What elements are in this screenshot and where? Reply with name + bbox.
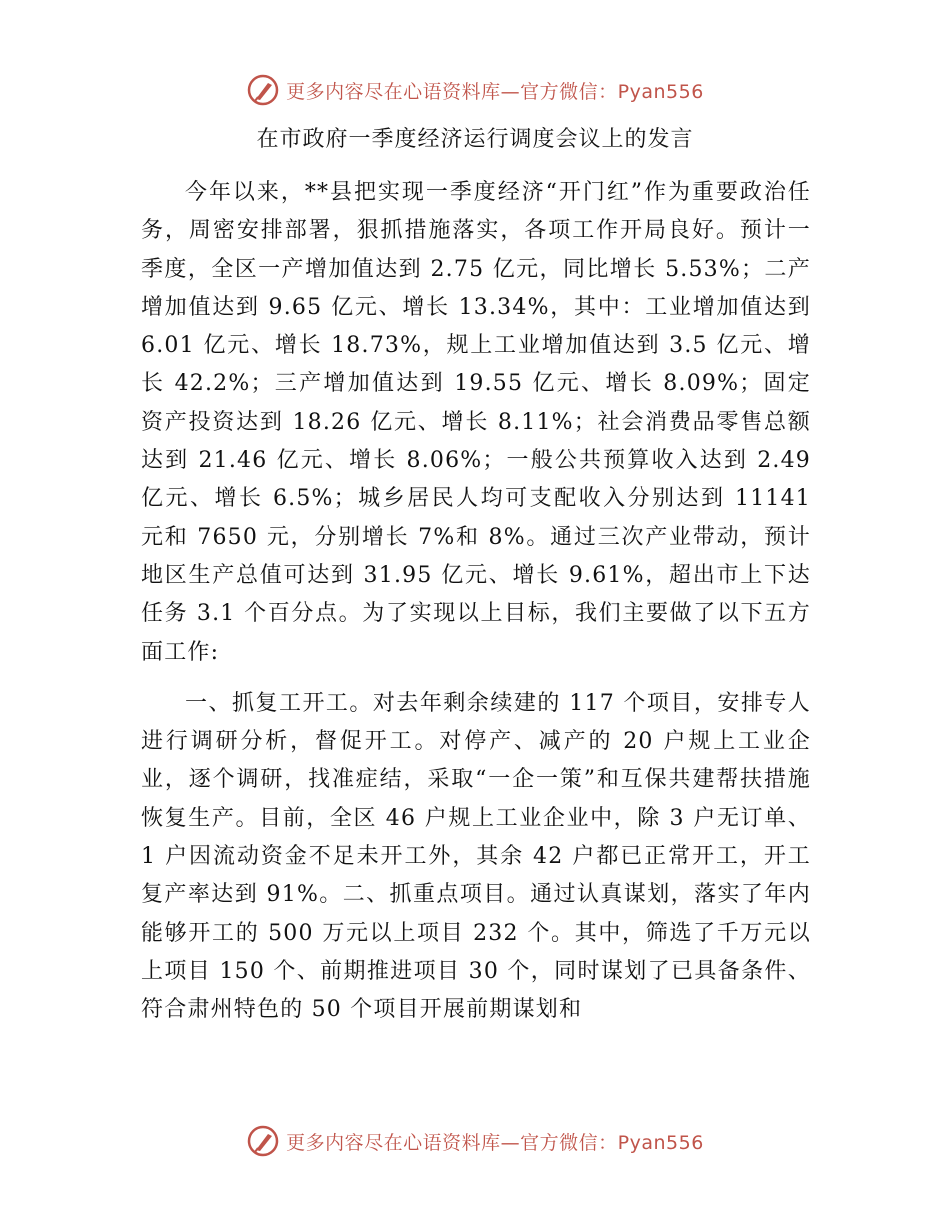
paragraph: 今年以来，**县把实现一季度经济“开门红”作为重要政治任务，周密安排部署，狠抓措施落实，各项工作开局良好。预计一季度，全区一产增加值达到 2.75 亿元，同比增长 5.53%；二产增加值达到 9.65 亿元、增长 13.34%，其中：工业增加值达到 6.01 亿元、增长 18.73%，规上工业增加值达到 3.5 亿元、增长 42.2%；三产增加值达到 19.55 亿元、增长 8.09%；固定资产投资达到 18.26 亿元、增长 8.11%；社会消费品零售总额达到 21.46 亿元、增长 8.06%；一般公共预算收入达到 2.49 亿元、增长 6.5%；城乡居民人均可支配收入分别达到 11141 元和 7650 元，分别增长 7%和 8%。通过三次产业带动，预计地区生产总值可达到 31.95 亿元、增长 9.61%，超出市上下达任务 3.1 个百分点。为了实现以上目标，我们主要做了以下五方面工作: — [141, 180, 811, 665]
footer-banner — [0, 1121, 950, 1161]
document-title: 在市政府一季度经济运行调度会议上的发言 — [256, 127, 694, 152]
quill-logo-icon — [246, 73, 280, 107]
document-body — [141, 174, 811, 1030]
header-banner-text: 更多内容尽在心语资料库—官方微信：Pyan556 — [286, 80, 704, 103]
paragraph: 一、抓复工开工。对去年剩余续建的 117 个项目，安排专人进行调研分析，督促开工。对停产、减产的 20 户规上工业企业，逐个调研，找准症结，采取“一企一策”和互保共建帮扶措施恢复生产。目前，全区 46 户规上工业企业中，除 3 户无订单、1 户因流动资金不足未开工外，其余 42 户都已正常开工，开工复产率达到 91%。二、抓重点项目。通过认真谋划，落实了年内能够开工的 500 万元以上项目 232 个。其中，筛选了千万元以上项目 150 个、前期推进项目 30 个，同时谋划了已具备条件、符合肃州特色的 50 个项目开展前期谋划和 — [141, 690, 811, 1023]
header-banner — [0, 70, 950, 110]
footer-banner-text: 更多内容尽在心语资料库—官方微信：Pyan556 — [286, 1131, 704, 1154]
quill-logo-icon — [246, 1124, 280, 1158]
